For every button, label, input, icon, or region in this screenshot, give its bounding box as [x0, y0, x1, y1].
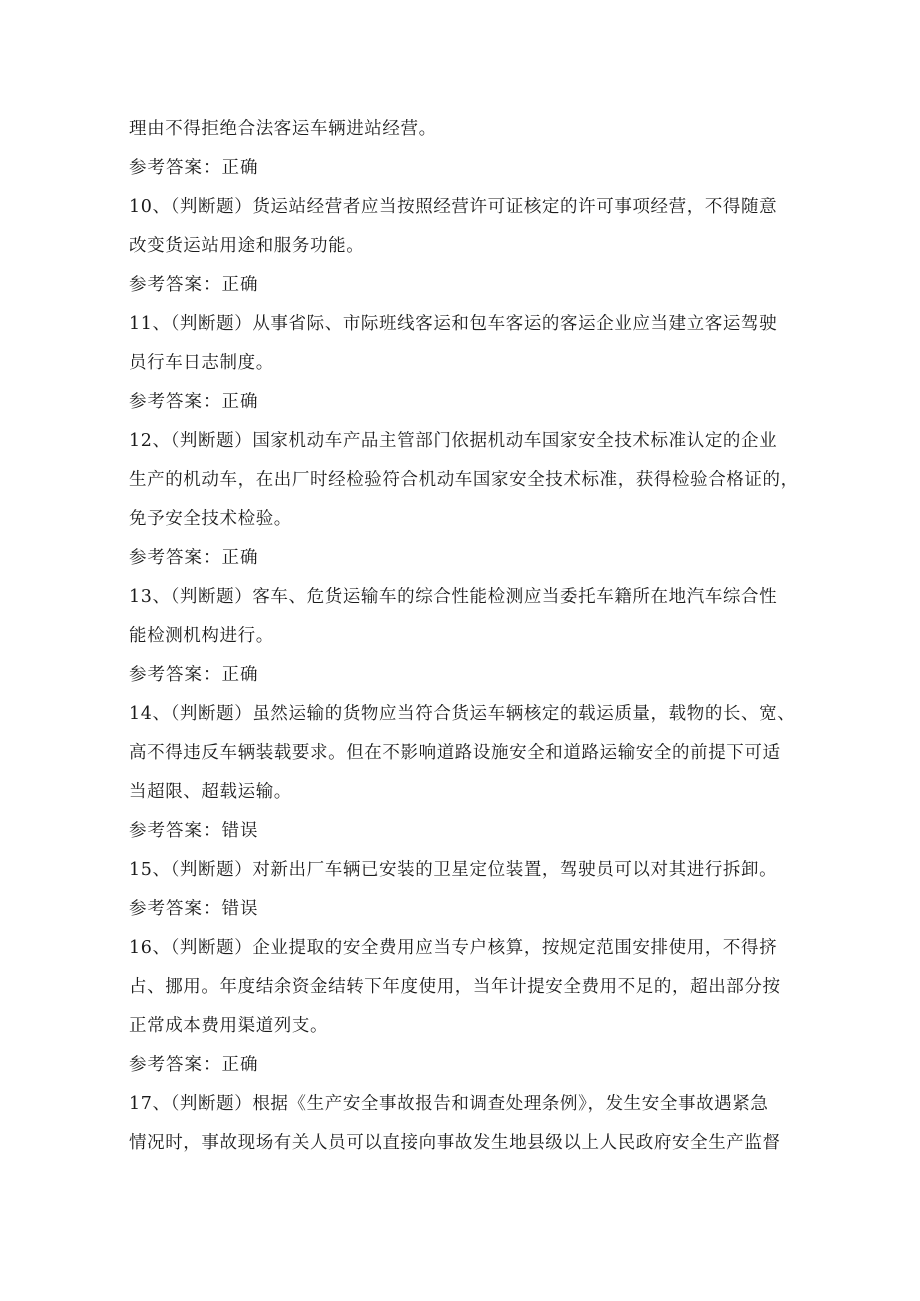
question-continuation-line: 理由不得拒绝合法客运车辆进站经营。	[129, 119, 437, 139]
answer-line: 参考答案：正确	[129, 392, 259, 412]
answer-line: 参考答案：错误	[129, 899, 259, 919]
answer-line: 参考答案：错误	[129, 821, 259, 841]
answer-line: 参考答案：正确	[129, 158, 259, 178]
question-line: 13、（判断题）客车、危货运输车的综合性能检测应当委托车籍所在地汽车综合性	[129, 587, 778, 607]
question-continuation-line: 生产的机动车，在出厂时经检验符合机动车国家安全技术标准，获得检验合格证的，	[129, 470, 799, 490]
answer-line: 参考答案：正确	[129, 1055, 259, 1075]
question-line: 12、（判断题）国家机动车产品主管部门依据机动车国家安全技术标准认定的企业	[129, 431, 778, 451]
question-line: 15、（判断题）对新出厂车辆已安装的卫星定位装置，驾驶员可以对其进行拆卸。	[129, 860, 778, 880]
question-continuation-line: 改变货运站用途和服务功能。	[129, 236, 365, 256]
question-continuation-line: 当超限、超载运输。	[129, 782, 292, 802]
question-line: 11、（判断题）从事省际、市际班线客运和包车客运的客运企业应当建立客运驾驶	[129, 314, 778, 334]
question-line: 10、（判断题）货运站经营者应当按照经营许可证核定的许可事项经营，不得随意	[129, 197, 778, 217]
answer-line: 参考答案：正确	[129, 665, 259, 685]
question-line: 17、（判断题）根据《生产安全事故报告和调查处理条例》，发生安全事故遇紧急	[129, 1094, 769, 1114]
question-continuation-line: 正常成本费用渠道列支。	[129, 1016, 329, 1036]
question-line: 16、（判断题）企业提取的安全费用应当专户核算，按规定范围安排使用，不得挤	[129, 938, 778, 958]
answer-line: 参考答案：正确	[129, 548, 259, 568]
question-line: 14、（判断题）虽然运输的货物应当符合货运车辆核定的载运质量，载物的长、宽、	[129, 704, 796, 724]
question-continuation-line: 占、挪用。年度结余资金结转下年度使用，当年计提安全费用不足的，超出部分按	[129, 977, 781, 997]
question-continuation-line: 免予安全技术检验。	[129, 509, 292, 529]
question-continuation-line: 情况时，事故现场有关人员可以直接向事故发生地县级以上人民政府安全生产监督	[129, 1133, 781, 1153]
question-continuation-line: 员行车日志制度。	[129, 353, 274, 373]
question-continuation-line: 高不得违反车辆装载要求。但在不影响道路设施安全和道路运输安全的前提下可适	[129, 743, 781, 763]
answer-line: 参考答案：正确	[129, 275, 259, 295]
question-continuation-line: 能检测机构进行。	[129, 626, 274, 646]
document-body	[129, 110, 809, 1163]
